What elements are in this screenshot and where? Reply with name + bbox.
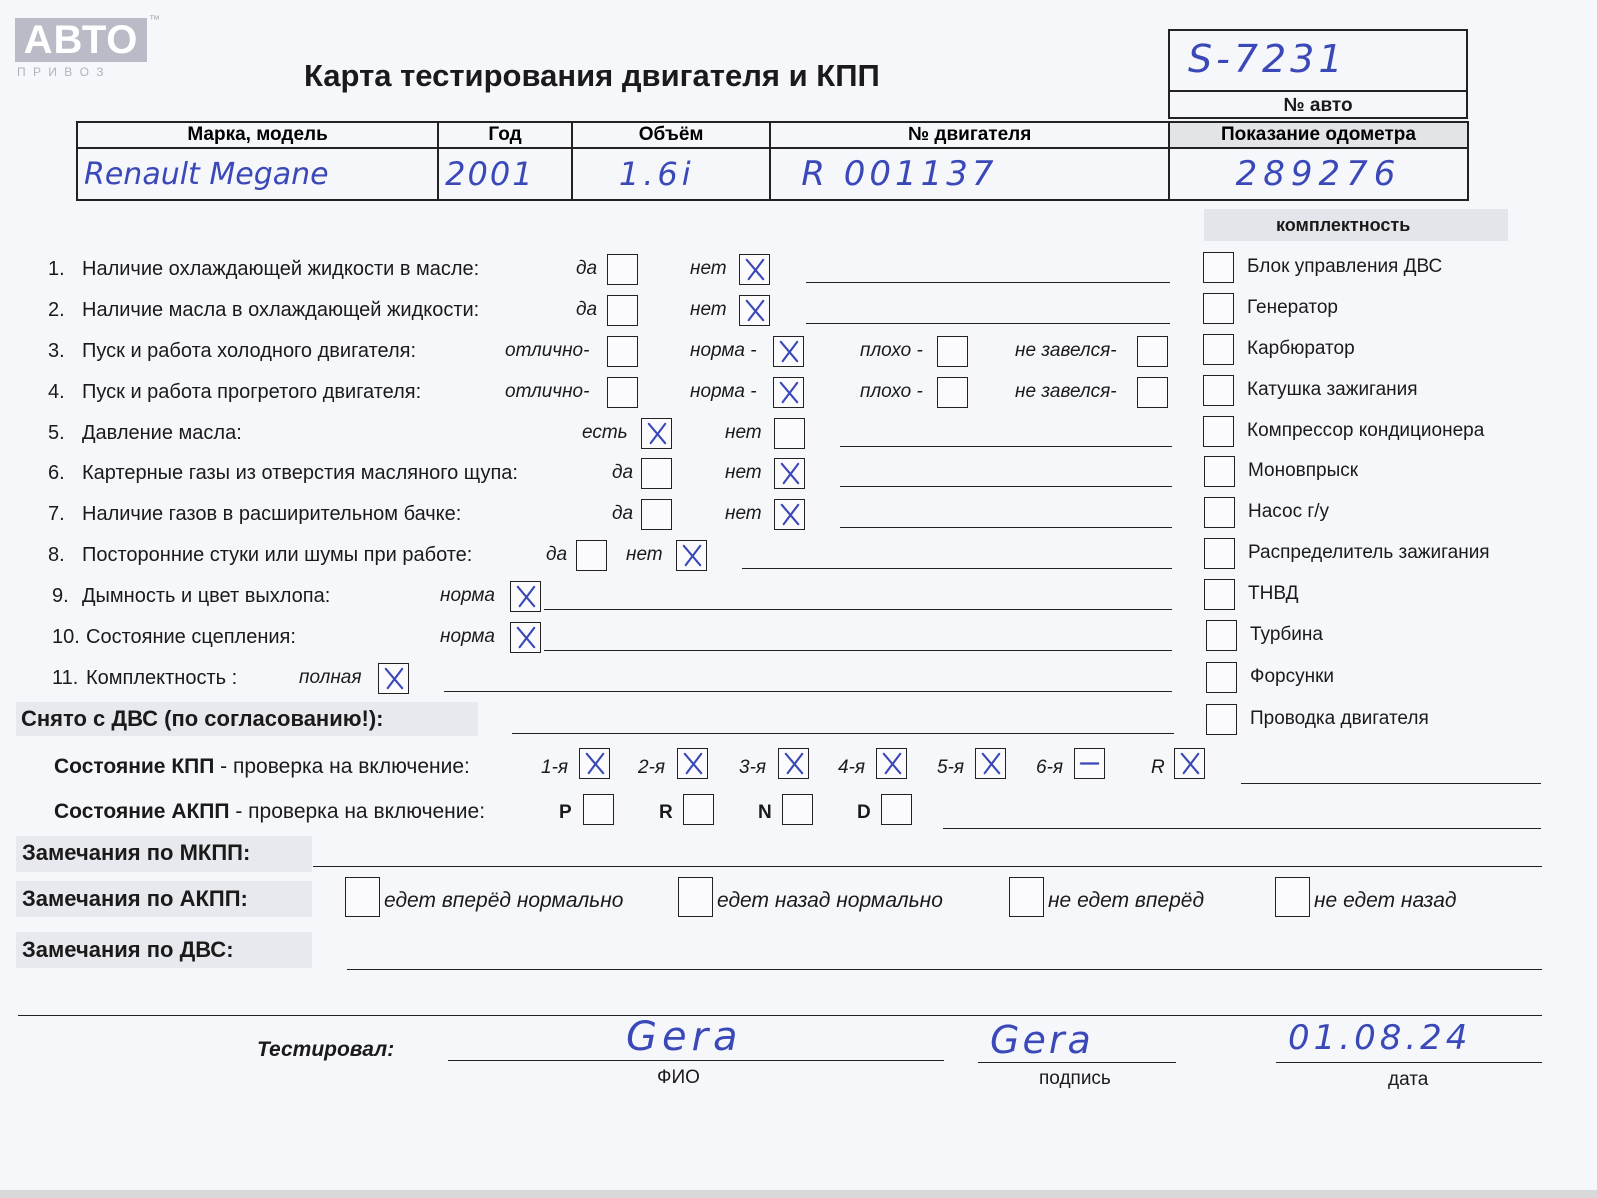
- check-option-label: нет: [725, 462, 762, 483]
- akpp-remark-option-label: едет назад нормально: [717, 889, 943, 912]
- kpp-gear-box[interactable]: [778, 748, 809, 779]
- kpp-gear-box[interactable]: [1174, 748, 1205, 779]
- check-option-box[interactable]: [576, 540, 607, 571]
- kit-item-box[interactable]: [1206, 620, 1237, 651]
- check-option-box[interactable]: [641, 458, 672, 489]
- cross-mark-icon: [740, 296, 769, 325]
- remarks-dvs-line-2[interactable]: [18, 1015, 1542, 1016]
- auto-number-box: [1168, 29, 1468, 119]
- kit-item-label: Компрессор кондиционера: [1247, 420, 1485, 441]
- akpp-position-box[interactable]: [683, 794, 714, 825]
- kpp-line[interactable]: [1241, 783, 1541, 784]
- auto-number-divider: [1170, 90, 1466, 92]
- logo-main: АВТО: [15, 18, 147, 62]
- check-row-number: 10.: [52, 626, 80, 648]
- remarks-akpp-label: Замечания по АКПП:: [22, 886, 248, 911]
- akpp-remark-box[interactable]: [1275, 877, 1310, 917]
- check-row-label: Состояние сцепления:: [86, 626, 296, 648]
- check-option-box[interactable]: [607, 336, 638, 367]
- check-option-label: нет: [725, 422, 762, 443]
- check-option-box[interactable]: [607, 377, 638, 408]
- kit-item-label: ТНВД: [1248, 583, 1299, 604]
- check-row-notes-line[interactable]: [544, 650, 1172, 651]
- check-option-label: да: [576, 258, 598, 279]
- akpp-position-box[interactable]: [782, 794, 813, 825]
- check-row-label: Наличие масла в охлаждающей жидкости:: [82, 299, 480, 321]
- cross-mark-icon: [877, 749, 906, 778]
- check-row-label: Пуск и работа прогретого двигателя:: [82, 381, 422, 403]
- akpp-remark-box[interactable]: [345, 877, 380, 917]
- check-option-box[interactable]: [774, 458, 805, 489]
- cross-mark-icon: [774, 378, 803, 407]
- value-model[interactable]: Renault Megane: [77, 148, 438, 200]
- kit-item-label: Распределитель зажигания: [1248, 542, 1490, 563]
- signature-line[interactable]: [978, 1062, 1176, 1063]
- check-option-label: нет: [626, 544, 663, 565]
- cross-mark-icon: [678, 749, 707, 778]
- check-option-label: плохо -: [860, 381, 923, 402]
- kit-item-label: Форсунки: [1250, 666, 1334, 687]
- tester-name-value[interactable]: Gera: [626, 1014, 743, 1060]
- check-option-label: да: [612, 462, 634, 483]
- tester-name-line[interactable]: [448, 1060, 944, 1061]
- dash-mark-icon: [1075, 749, 1104, 778]
- check-row-number: 1.: [48, 258, 65, 280]
- check-option-label: да: [612, 503, 634, 524]
- check-option-box[interactable]: [676, 540, 707, 571]
- check-row-notes-line[interactable]: [840, 446, 1172, 447]
- cross-mark-icon: [379, 664, 408, 693]
- check-row-number: 5.: [48, 422, 65, 444]
- logo-sub: П Р И В О З: [17, 65, 106, 79]
- col-header-engine-no: № двигателя: [770, 122, 1169, 148]
- date-line[interactable]: [1276, 1062, 1542, 1063]
- akpp-position-label: D: [857, 802, 871, 823]
- value-year[interactable]: 2001: [438, 148, 572, 200]
- check-option-label: да: [576, 299, 598, 320]
- check-option-label: плохо -: [860, 340, 923, 361]
- check-option-label: отлично-: [505, 381, 590, 402]
- kit-item-box[interactable]: [1203, 334, 1234, 365]
- tester-name-caption: ФИО: [657, 1067, 700, 1088]
- cross-mark-icon: [642, 419, 671, 448]
- check-row-notes-line[interactable]: [806, 323, 1170, 324]
- kpp-gear-box[interactable]: [876, 748, 907, 779]
- akpp-label-bold: Состояние АКПП: [54, 800, 230, 823]
- check-option-box[interactable]: [773, 377, 804, 408]
- check-option-label: норма: [440, 585, 495, 606]
- check-row-notes-line[interactable]: [444, 691, 1172, 692]
- value-odometer[interactable]: 289276: [1169, 148, 1468, 200]
- check-option-box[interactable]: [1137, 377, 1168, 408]
- check-option-box[interactable]: [774, 499, 805, 530]
- signature-value[interactable]: Gera: [990, 1018, 1094, 1062]
- kpp-gear-box[interactable]: [1074, 748, 1105, 779]
- cross-mark-icon: [580, 749, 609, 778]
- akpp-remark-box[interactable]: [1009, 877, 1044, 917]
- check-row-notes-line[interactable]: [742, 568, 1172, 569]
- check-row-number: 8.: [48, 544, 65, 566]
- check-row-number: 3.: [48, 340, 65, 362]
- kit-item-box[interactable]: [1204, 456, 1235, 487]
- kit-item-box[interactable]: [1204, 497, 1235, 528]
- check-option-box[interactable]: [510, 622, 541, 653]
- check-row-notes-line[interactable]: [840, 486, 1172, 487]
- akpp-position-label: N: [758, 802, 772, 823]
- check-option-label: нет: [690, 299, 727, 320]
- check-option-box[interactable]: [773, 336, 804, 367]
- kit-item-label: Турбина: [1250, 624, 1323, 645]
- cross-mark-icon: [511, 623, 540, 652]
- check-option-box[interactable]: [774, 418, 805, 449]
- check-option-label: нет: [725, 503, 762, 524]
- col-header-model: Марка, модель: [77, 122, 438, 148]
- check-row-label: Пуск и работа холодного двигателя:: [82, 340, 417, 362]
- akpp-position-label: P: [559, 802, 572, 823]
- auto-number-value[interactable]: S-7231: [1188, 37, 1347, 81]
- check-row-notes-line[interactable]: [840, 527, 1172, 528]
- kit-item-label: Моновпрыск: [1248, 460, 1359, 481]
- check-row-number: 7.: [48, 503, 65, 525]
- kit-item-box[interactable]: [1203, 252, 1234, 283]
- kpp-gear-label: 6-я: [1036, 757, 1064, 778]
- check-option-label: норма: [440, 626, 495, 647]
- remarks-dvs-label: Замечания по ДВС:: [22, 937, 234, 962]
- check-row-label: Картерные газы из отверстия масляного щупа:: [82, 462, 518, 484]
- date-value[interactable]: 01.08.24: [1288, 1018, 1472, 1058]
- check-option-box[interactable]: [937, 336, 968, 367]
- kpp-gear-box[interactable]: [975, 748, 1006, 779]
- cross-mark-icon: [1175, 749, 1204, 778]
- cross-mark-icon: [976, 749, 1005, 778]
- kit-item-box[interactable]: [1203, 375, 1234, 406]
- akpp-remark-option-label: не едет вперёд: [1048, 889, 1205, 912]
- kpp-label-rest: - проверка на включение:: [214, 755, 470, 778]
- cross-mark-icon: [775, 500, 804, 529]
- col-header-odometer: Показание одометра: [1169, 122, 1468, 148]
- akpp-line[interactable]: [943, 828, 1541, 829]
- check-row-number: 6.: [48, 462, 65, 484]
- check-option-box[interactable]: [739, 295, 770, 326]
- check-row-label: Комплектность :: [86, 667, 238, 689]
- akpp-remark-box[interactable]: [678, 877, 713, 917]
- cross-mark-icon: [740, 255, 769, 284]
- tested-label: Тестировал:: [257, 1038, 395, 1061]
- removed-line[interactable]: [512, 733, 1174, 734]
- check-row-label: Давление масла:: [82, 422, 242, 444]
- check-row-label: Наличие газов в расширительном бачке:: [82, 503, 462, 525]
- check-option-label: отлично-: [505, 340, 590, 361]
- kit-item-label: Блок управления ДВС: [1247, 256, 1443, 277]
- check-option-label: не завелся-: [1015, 340, 1117, 361]
- date-caption: дата: [1388, 1069, 1429, 1090]
- kit-item-label: Карбюратор: [1247, 338, 1355, 359]
- check-row-label: Посторонние стуки или шумы при работе:: [82, 544, 473, 566]
- kpp-gear-label: R: [1151, 757, 1165, 778]
- check-option-box[interactable]: [1137, 336, 1168, 367]
- kpp-gear-label: 2-я: [638, 757, 666, 778]
- kit-item-label: Насос г/у: [1248, 501, 1330, 522]
- akpp-position-label: R: [659, 802, 673, 823]
- akpp-position-box[interactable]: [583, 794, 614, 825]
- kit-item-box[interactable]: [1203, 293, 1234, 324]
- akpp-label-rest: - проверка на включение:: [229, 800, 486, 823]
- kpp-gear-label: 3-я: [739, 757, 767, 778]
- cross-mark-icon: [774, 337, 803, 366]
- akpp-label: [54, 800, 485, 824]
- check-option-box[interactable]: [510, 581, 541, 612]
- check-option-label: норма -: [690, 340, 757, 361]
- check-option-label: есть: [582, 422, 628, 443]
- kpp-gear-label: 5-я: [937, 757, 965, 778]
- kit-item-box[interactable]: [1204, 538, 1235, 569]
- check-row-number: 2.: [48, 299, 65, 321]
- cross-mark-icon: [775, 459, 804, 488]
- check-option-label: да: [546, 544, 568, 565]
- check-option-box[interactable]: [641, 499, 672, 530]
- kit-item-box[interactable]: [1206, 662, 1237, 693]
- check-option-box[interactable]: [739, 254, 770, 285]
- check-row-number: 11.: [52, 667, 79, 689]
- akpp-remark-option-label: едет вперёд нормально: [384, 889, 624, 912]
- cross-mark-icon: [677, 541, 706, 570]
- kpp-gear-label: 1-я: [541, 757, 569, 778]
- auto-number-label: № авто: [1283, 95, 1353, 116]
- kpp-label-bold: Состояние КПП: [54, 755, 215, 778]
- check-option-box[interactable]: [937, 377, 968, 408]
- kpp-gear-box[interactable]: [677, 748, 708, 779]
- check-row-notes-line[interactable]: [544, 609, 1172, 610]
- col-header-year: Год: [438, 122, 572, 148]
- check-row-notes-line[interactable]: [806, 282, 1170, 283]
- kit-item-label: Проводка двигателя: [1250, 708, 1429, 729]
- cross-mark-icon: [511, 582, 540, 611]
- check-option-box[interactable]: [378, 663, 409, 694]
- remarks-dvs-line-1[interactable]: [347, 969, 1542, 970]
- vehicle-info-table: [76, 121, 1469, 201]
- value-engine-no[interactable]: R 001137: [770, 148, 1169, 200]
- logo-tm: ™: [149, 14, 160, 26]
- cross-mark-icon: [779, 749, 808, 778]
- check-row-number: 9.: [52, 585, 69, 607]
- kpp-gear-box[interactable]: [579, 748, 610, 779]
- kit-item-box[interactable]: [1204, 579, 1235, 610]
- kit-item-label: Катушка зажигания: [1247, 379, 1418, 400]
- check-row-label: Наличие охлаждающей жидкости в масле:: [82, 258, 480, 280]
- check-row-number: 4.: [48, 381, 65, 403]
- remarks-mkpp-line[interactable]: [313, 866, 1542, 867]
- removed-label: Снято с ДВС (по согласованию!):: [21, 706, 384, 731]
- check-option-label: нет: [690, 258, 727, 279]
- signature-caption: подпись: [1039, 1068, 1111, 1089]
- logo: [15, 14, 160, 80]
- kpp-label: [54, 755, 470, 779]
- kit-item-box[interactable]: [1206, 704, 1237, 735]
- check-option-label: норма -: [690, 381, 757, 402]
- page-title: Карта тестирования двигателя и КПП: [304, 58, 880, 93]
- col-header-volume: Объём: [572, 122, 770, 148]
- check-option-box[interactable]: [641, 418, 672, 449]
- kit-title: комплектность: [1276, 215, 1411, 235]
- remarks-mkpp-label: Замечания по МКПП:: [22, 840, 251, 865]
- akpp-remark-option-label: не едет назад: [1314, 889, 1457, 912]
- kpp-gear-label: 4-я: [838, 757, 866, 778]
- akpp-position-box[interactable]: [881, 794, 912, 825]
- check-option-box[interactable]: [607, 254, 638, 285]
- kit-item-label: Генератор: [1247, 297, 1338, 318]
- check-option-label: полная: [299, 667, 362, 688]
- check-row-label: Дымность и цвет выхлопа:: [82, 585, 331, 607]
- value-volume[interactable]: 1.6i: [572, 148, 770, 200]
- check-option-label: не завелся-: [1015, 381, 1117, 402]
- kit-item-box[interactable]: [1203, 416, 1234, 447]
- check-option-box[interactable]: [607, 295, 638, 326]
